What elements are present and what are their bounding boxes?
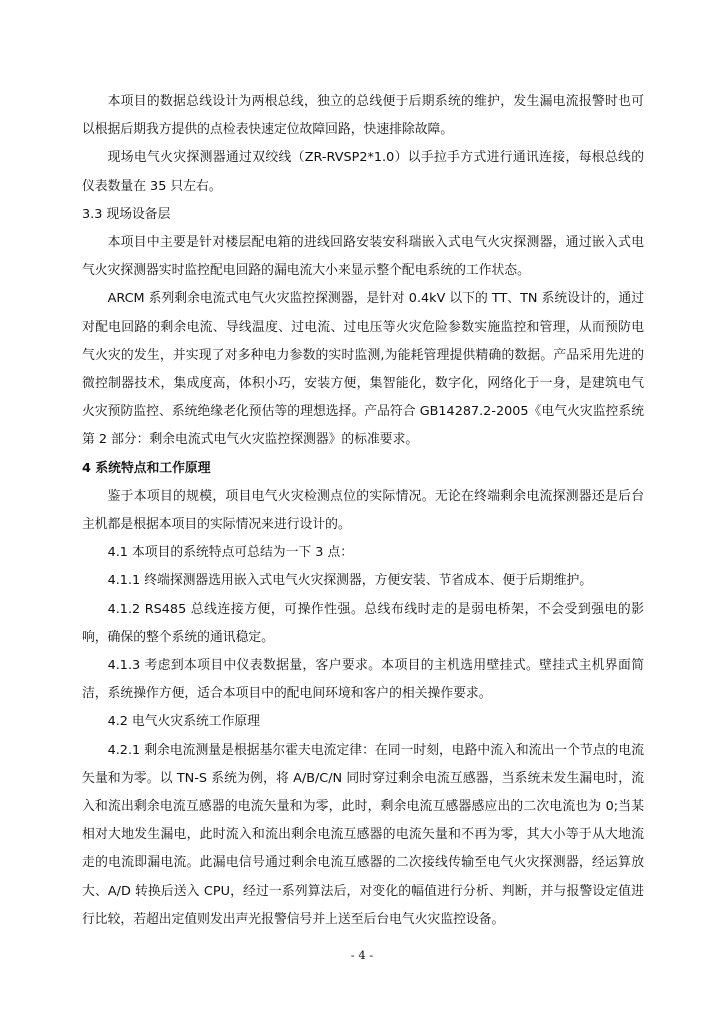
section-heading-4: 4 系统特点和工作原理: [82, 460, 211, 476]
paragraph-field-device-layer: 本项目中主要是针对楼层配电箱的进线回路安装安科瑞嵌入式电气火灾探测器，通过嵌入式电气火灾探测器实时监控配电回路的漏电流大小来显示整个配电系统的工作状态。: [82, 235, 644, 279]
section-heading-3-3: 3.3 现场设备层: [82, 206, 171, 222]
paragraph-4-2: 4.2 电气火灾系统工作原理: [107, 714, 260, 730]
paragraph-project-scale: 鉴于本项目的规模，项目电气火灾检测点位的实际情况。无论在终端剩余电流探测器还是后台主机都是根据本项目的实际情况来进行设计的。: [82, 488, 644, 533]
page-number: - 4 -: [350, 948, 374, 962]
document-body: [82, 88, 644, 934]
paragraph-bus-design: 本项目的数据总线设计为两根总线，独立的总线便于后期系统的维护，发生漏电流报警时也可以根据后期我方提供的点检表快速定位故障回路，快速排除故障。: [82, 94, 644, 138]
paragraph-4-1: 4.1 本项目的系统特点可总结为一下 3 点：: [107, 545, 354, 561]
paragraph-field-detectors: 现场电气火灾探测器通过双绞线（ZR-RVSP2*1.0）以手拉手方式进行通讯连接，每根总线的仪表数量在 35 只左右。: [82, 150, 644, 194]
paragraph-4-1-1: 4.1.1 终端探测器选用嵌入式电气火灾探测器，方便安装、节省成本、便于后期维护。: [107, 573, 593, 589]
paragraph-4-1-3: 4.1.3 考虑到本项目中仪表数据量，客户要求。本项目的主机选用壁挂式。壁挂式主机界面简洁，系统操作方便，适合本项目中的配电间环境和客户的相关操作要求。: [82, 658, 644, 702]
paragraph-arcm-series: ARCM 系列剩余电流式电气火灾监控探测器，是针对 0.4kV 以下的 TT、TN 系统设计的，通过对配电回路的剩余电流、导线温度、过电流、过电压等火灾危险参数实施监控和管理，从而预防电气火灾的发生，并实现了对多种电力参数的实时监测,为能耗管理提供精确的数据。产品采用先进的微控制器技术，集成度高，体积小巧，安装方便，集智能化，数字化，网络化于一身，是建筑电气火灾预防监控、系统绝缘老化预估等的理想选择。产品符合 GB14287.2-2005《电气火灾监控系统 第 2 部分：剩余电流式电气火灾监控探测器》的标准要求。: [82, 291, 644, 448]
paragraph-4-1-2: 4.1.2 RS485 总线连接方便，可操作性强。总线布线时走的是弱电桥架，不会受到强电的影响，确保的整个系统的通讯稳定。: [82, 601, 644, 645]
paragraph-4-2-1: 4.2.1 剩余电流测量是根据基尔霍夫电流定律：在同一时刻，电路中流入和流出一个节点的电流矢量和为零。以 TN-S 系统为例，将 A/B/C/N 同时穿过剩余电流互感器，当系统未发生漏电时，流入和流出剩余电流互感器的电流矢量和为零，此时，剩余电流互感器感应出的二次电流也为 0;当某相对大地发生漏电，此时流入和流出剩余电流互感器的电流矢量和不再为零，其大小等于从大地流走的电流即漏电流。此漏电信号通过剩余电流互感器的二次接线传输至电气火灾探测器，经运算放大、A/D 转换后送入 CPU，经过一系列算法后，对变化的幅值进行分析、判断，并与报警设定值进行比较，若超出定值则发出声光报警信号并上送至后台电气火灾监控设备。: [82, 742, 644, 927]
